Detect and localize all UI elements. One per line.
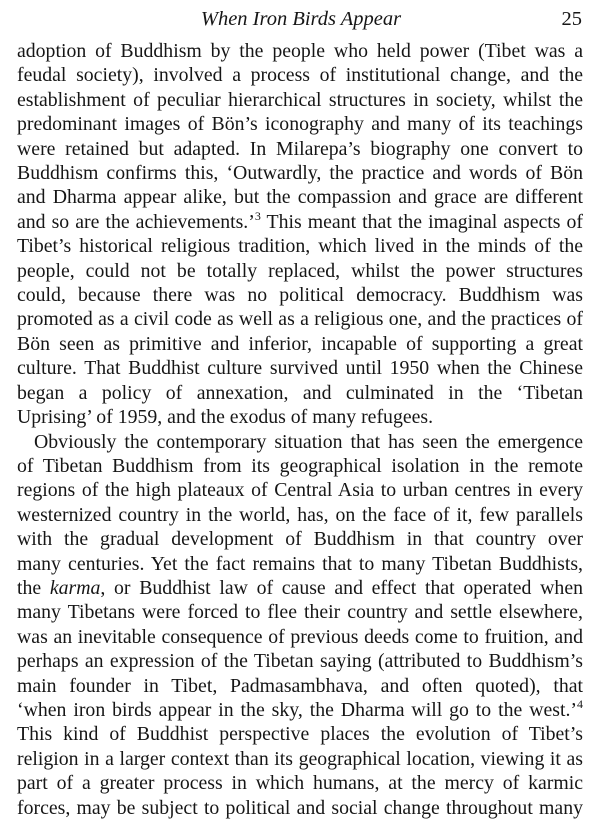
text-line (17, 698, 583, 722)
line-text: main founder in Tibet, Padmasambhava, and often quoted), that (17, 675, 583, 697)
text-line (17, 600, 583, 624)
line-text: many Tibetans were forced to flee their country and settle elsewhere, (17, 601, 583, 623)
text-line (17, 381, 583, 405)
line-text: predominant images of Bön’s iconography and many of its teachings (17, 113, 583, 135)
text-line (17, 234, 583, 258)
body-text (17, 39, 583, 820)
text-line (17, 112, 583, 136)
line-text: many centuries. Yet the fact remains that to many Tibetan Buddhists, (17, 553, 583, 575)
text-line (17, 552, 583, 576)
line-text: part of a greater process in which humans, at the mercy of karmic (17, 772, 583, 794)
italic-term: karma (50, 577, 101, 599)
text-line (17, 185, 583, 209)
text-line (17, 210, 583, 234)
footnote-marker: 3 (255, 209, 261, 223)
line-text: establishment of peculiar hierarchical structures in society, whilst the (17, 89, 583, 111)
text-line (17, 283, 583, 307)
text-line (17, 39, 583, 63)
text-line (17, 503, 583, 527)
line-text-continued: , or Buddhist law of cause and effect that operated when (100, 577, 583, 599)
line-text: with the gradual development of Buddhism in that country over (17, 528, 583, 550)
paragraph (17, 39, 583, 430)
text-line (17, 259, 583, 283)
text-line (17, 137, 583, 161)
line-text: feudal society), involved a process of institutional change, and the (17, 64, 583, 86)
line-text: and so are the achievements.’ (17, 211, 255, 233)
line-text: This kind of Buddhist perspective places the evolution of Tibet’s (17, 723, 583, 745)
text-line (17, 161, 583, 185)
line-text: could, because there was no political democracy. Buddhism was (17, 284, 583, 306)
line-text: regions of the high plateaux of Central Asia to urban centres in every (17, 479, 583, 501)
text-line (17, 356, 583, 380)
text-line (17, 307, 583, 331)
line-text: culture. That Buddhist culture survived until 1950 when the Chinese (17, 357, 583, 379)
line-text: people, could not be totally replaced, whilst the power structures (17, 260, 583, 282)
line-text: Bön seen as primitive and inferior, incapable of supporting a great (17, 333, 583, 355)
line-text: Obviously the contemporary situation that has seen the emergence (34, 431, 583, 453)
line-text: began a policy of annexation, and culminated in the ‘Tibetan (17, 382, 583, 404)
line-text: forces, may be subject to political and social change throughout many (17, 797, 583, 819)
text-line (17, 405, 583, 429)
footnote-marker: 4 (577, 697, 583, 711)
text-line (17, 454, 583, 478)
line-text: the (17, 577, 50, 599)
text-line (17, 63, 583, 87)
line-text: were retained but adapted. In Milarepa’s biography one convert to (17, 138, 583, 160)
line-text: Tibet’s historical religious tradition, which lived in the minds of the (17, 235, 583, 257)
page-number: 25 (562, 6, 583, 32)
line-text: and Dharma appear alike, but the compassion and grace are different (17, 186, 583, 208)
text-line (17, 722, 583, 746)
text-line (17, 771, 583, 795)
line-text: perhaps an expression of the Tibetan saying (attributed to Buddhism’s (17, 650, 583, 672)
text-line (17, 649, 583, 673)
text-line (17, 625, 583, 649)
text-line (17, 430, 583, 454)
line-text-continued: This meant that the imaginal aspects of (261, 211, 583, 233)
line-text: religion in a larger context than its geographical location, viewing it as (17, 748, 583, 770)
text-line (17, 332, 583, 356)
line-text: westernized country in the world, has, on the face of it, few parallels (17, 504, 583, 526)
text-line (17, 576, 583, 600)
text-line (17, 796, 583, 820)
text-line (17, 674, 583, 698)
line-text: ‘when iron birds appear in the sky, the Dharma will go to the west.’ (17, 699, 577, 721)
text-line (17, 747, 583, 771)
text-line (17, 478, 583, 502)
paragraph (17, 430, 583, 820)
line-text: Uprising’ of 1959, and the exodus of many refugees. (17, 406, 433, 428)
running-title: When Iron Birds Appear (20, 6, 582, 32)
line-text: was an inevitable consequence of previous deeds come to fruition, and (17, 626, 583, 648)
line-text: Buddhism confirms this, ‘Outwardly, the practice and words of Bön (17, 162, 583, 184)
line-text: of Tibetan Buddhism from its geographical isolation in the remote (17, 455, 583, 477)
text-line (17, 88, 583, 112)
running-head (20, 6, 582, 32)
text-line (17, 527, 583, 551)
line-text: adoption of Buddhism by the people who held power (Tibet was a (17, 40, 583, 62)
line-text: promoted as a civil code as well as a religious one, and the practices of (17, 308, 583, 330)
